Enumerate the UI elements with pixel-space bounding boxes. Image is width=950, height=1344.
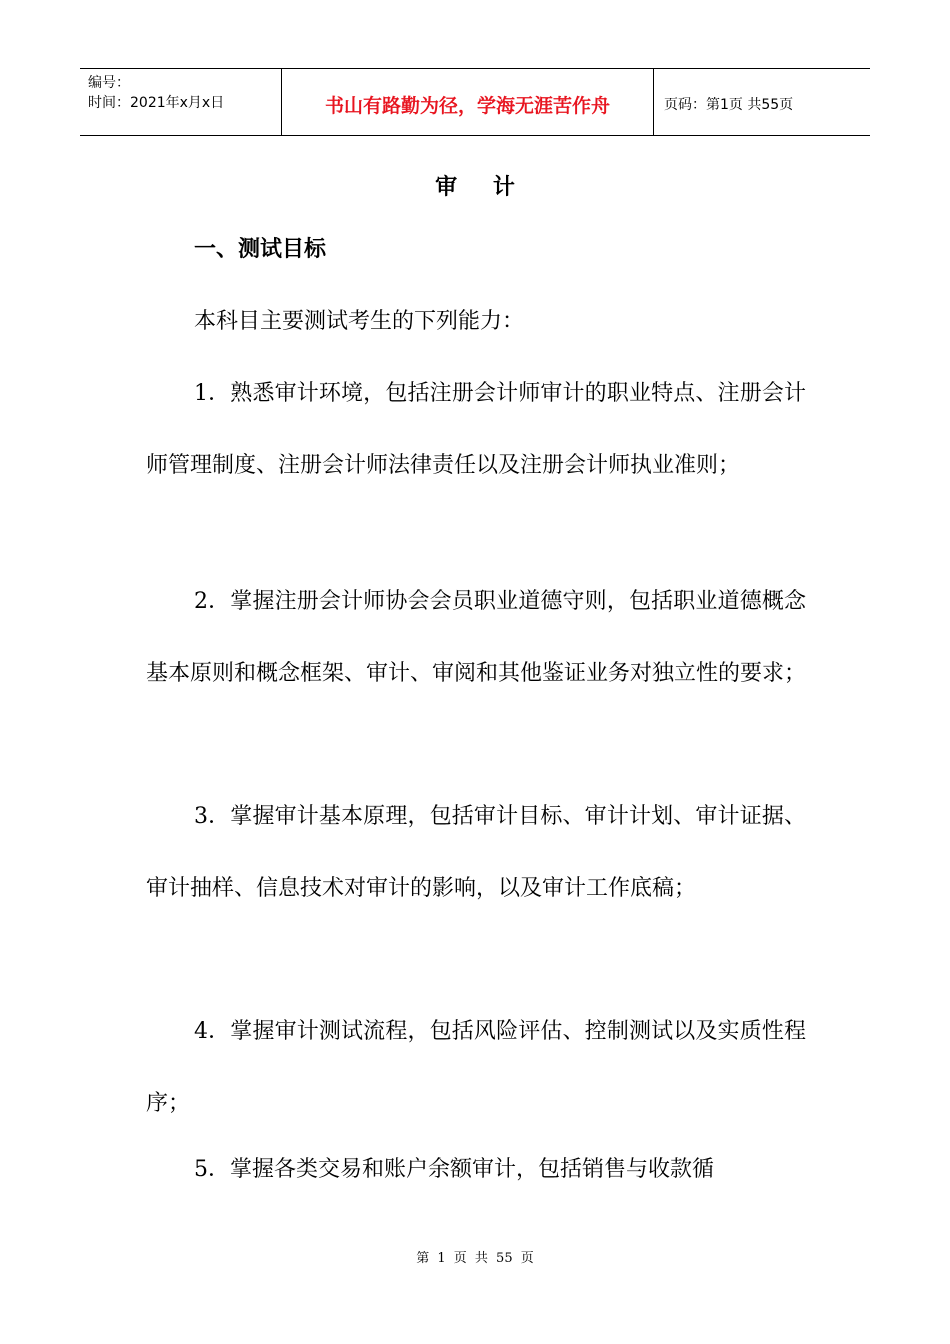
time-label: 时间：2021年x月x日 <box>88 95 225 111</box>
document-title: 审 计 <box>435 174 529 200</box>
paragraph-item-5: 5．掌握各类交易和账户余额审计，包括销售与收款循 <box>194 1157 714 1182</box>
paragraph-item-2: 2．掌握注册会计师协会会员职业道德守则，包括职业道德概念基本原则和概念框架、审计、审阅和其他鉴证业务对独立性的要求； <box>146 589 807 686</box>
motto-text: 书山有路勤为径，学海无涯苦作舟 <box>324 94 610 117</box>
page-header <box>80 68 870 136</box>
header-page-info <box>654 69 870 135</box>
page-info-text: 页码：第1页 共55页 <box>664 97 794 113</box>
page-footer: 第 1 页 共 55 页 <box>416 1251 534 1266</box>
section-heading: 一、测试目标 <box>194 236 327 262</box>
paragraph-item-4: 4．掌握审计测试流程，包括风险评估、控制测试以及实质性程序； <box>146 1019 806 1116</box>
header-motto-cell <box>282 69 654 135</box>
paragraph-intro: 本科目主要测试考生的下列能力： <box>194 309 525 334</box>
serial-label: 编号： <box>88 75 130 91</box>
paragraph-item-3: 3．掌握审计基本原理，包括审计目标、审计计划、审计证据、审计抽样、信息技术对审计的影响，以及审计工作底稿； <box>146 804 806 901</box>
paragraph-item-1: 1．熟悉审计环境，包括注册会计师审计的职业特点、注册会计师管理制度、注册会计师法律责任以及注册会计师执业准则； <box>146 381 806 478</box>
header-meta <box>80 69 282 135</box>
